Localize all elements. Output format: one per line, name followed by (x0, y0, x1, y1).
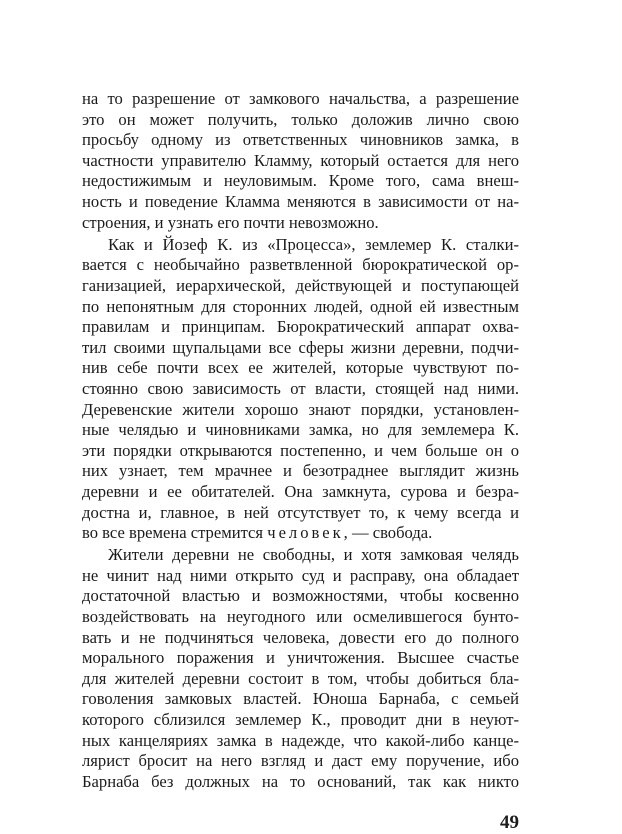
text-line: Жители деревни не свободны, и хотя замковая челядь (108, 545, 519, 565)
text-line: ных канцеляриях замка в надежде, что какой-либо канце- (82, 730, 519, 750)
text-line: на то разрешение от замкового начальства, а разрешение (82, 89, 519, 108)
text-line: Как и Йозеф К. из «Процесса», землемер К. сталки- (108, 234, 519, 254)
text-line: просьбу одному из ответственных чиновников замка, в (82, 130, 519, 150)
text-line: Барнаба без должных на то оснований, так как никто (82, 771, 519, 791)
text-line: Деревенские жители хорошо знают порядки, установлен- (82, 399, 519, 419)
text-line: ность и поведение Кламма меняются в зависимости от на- (82, 192, 519, 211)
text-line: это он может получить, только доложив лично свою (82, 109, 519, 129)
text-line: вать и не подчиняться человека, довести его до полного (82, 627, 519, 647)
text-line: морального поражения и уничтожения. Высшее счастье (82, 648, 519, 668)
text-line: достаточной властью и возможностями, чтобы косвенно (82, 586, 519, 606)
text-line: нив себе почти всех ее жителей, которые чувствуют по- (82, 358, 519, 378)
emphasized-word: человек (267, 523, 344, 543)
text-line: по непонятным для сторонних людей, одной ей известным (82, 296, 519, 316)
text-line: строения, и узнать его почти невозможно. (82, 212, 379, 232)
text-line: лярист бросит на него взгляд и даст ему поручение, ибо (82, 751, 519, 771)
text-line: которого сблизился землемер К., проводит дни в неуют- (82, 710, 519, 729)
text-line: не чинит над ними открыто суд и расправу, она обладает (82, 565, 519, 585)
text-line: ные челядью и чиновниками замка, но для землемера К. (82, 420, 519, 440)
text-segment: во все времена стремится (82, 523, 268, 543)
text-line: частности управителю Кламму, который остается для него (82, 150, 519, 170)
text-line: стоянно свою зависимость от власти, стоящей над ними. (82, 378, 519, 398)
text-line: тил своими щупальцами все сферы жизни деревни, подчи- (82, 337, 519, 357)
text-line: достна и, главное, в ней отсутствует то, к чему всегда и (82, 502, 519, 522)
text-line: для жителей деревни состоит в том, чтобы добиться бла- (82, 668, 519, 688)
text-line: недостижимым и неуловимым. Кроме того, сама внеш- (82, 171, 519, 191)
text-line: вается с необычайно разветвленной бюрократической ор- (82, 255, 519, 275)
page-number: 49 (500, 812, 519, 834)
text-line: ганизацией, иерархической, действующей и поступающей (82, 275, 519, 295)
text-line: воздействовать на неугодного или осмелившегося бунто- (82, 607, 519, 626)
text-line (82, 523, 519, 544)
text-line: эти порядки открываются постепенно, и чем больше он о (82, 440, 519, 460)
text-line: говоления замковых властей. Юноша Барнаба, с семьей (82, 689, 519, 709)
text-line: правилам и принципам. Бюрократический аппарат охва- (82, 317, 519, 337)
text-line: деревни и ее обитателей. Она замкнута, сурова и безра- (82, 481, 519, 501)
text-line: них узнает, тем мрачнее и безотраднее выглядит жизнь (82, 461, 519, 481)
text-segment: , — свобода. (343, 523, 433, 543)
